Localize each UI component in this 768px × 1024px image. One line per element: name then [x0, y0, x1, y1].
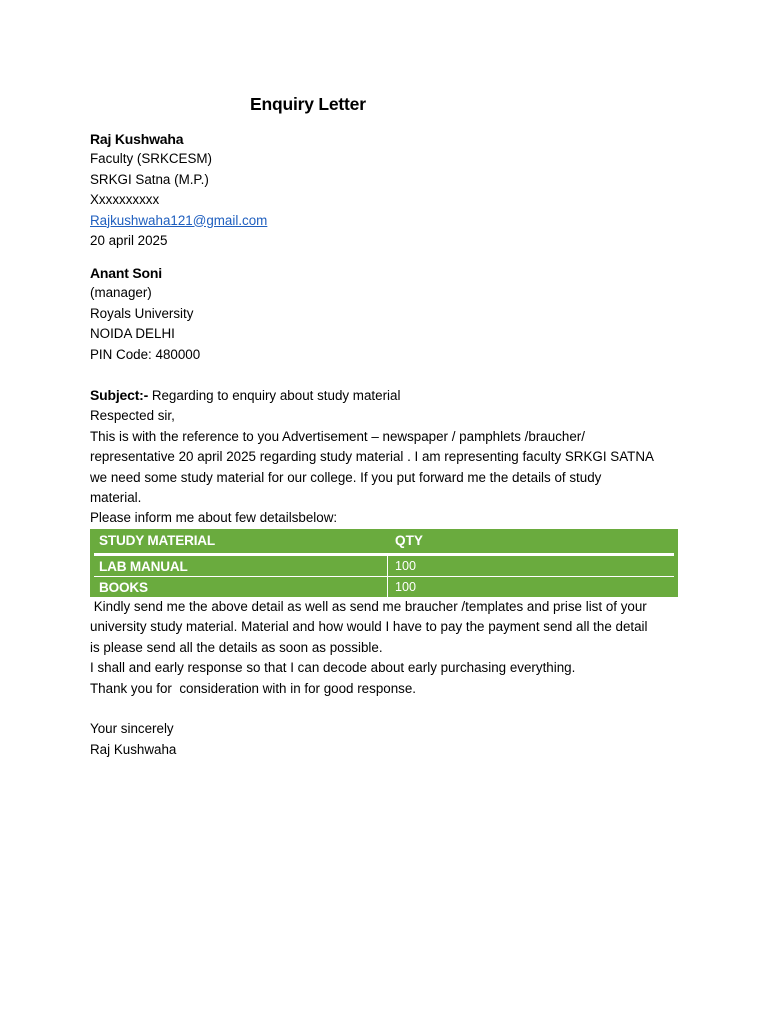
salutation: Respected sir,: [90, 408, 175, 424]
intro-line: material.: [90, 490, 142, 506]
sender-name: Raj Kushwaha: [90, 131, 184, 147]
recipient-block: [90, 263, 690, 365]
body-line: Kindly send me the above detail as well as send me braucher /templates and prise list of your: [90, 599, 647, 614]
letter-body: [90, 597, 690, 760]
body-line: I shall and early response so that I can decode about early purchasing everything.: [90, 660, 576, 676]
letter-date: 20 april 2025: [90, 233, 168, 249]
table-header-qty: QTY: [395, 533, 423, 548]
sender-designation: Faculty (SRKCESM): [90, 151, 213, 167]
table-row: [94, 577, 674, 597]
sender-block: [90, 129, 690, 251]
study-material-table: [90, 529, 678, 597]
recipient-pin: PIN Code: 480000: [90, 346, 201, 362]
letter-intro: [90, 385, 690, 529]
signature: Raj Kushwaha: [90, 741, 177, 757]
intro-line: This is with the reference to you Advertisement – newspaper / pamphlets /braucher/: [90, 428, 585, 444]
subject-text: Regarding to enquiry about study material: [148, 388, 401, 403]
table-cell-qty: 100: [395, 580, 417, 594]
subject-line: [90, 385, 690, 406]
sender-email-link[interactable]: Rajkushwaha121@gmail.com: [90, 212, 268, 228]
document-title: Enquiry Letter: [250, 94, 366, 114]
column-divider: [387, 577, 388, 597]
table-cell-qty: 100: [395, 559, 417, 573]
recipient-name: Anant Soni: [90, 265, 162, 281]
body-line: is please send all the details as soon as possible.: [90, 639, 383, 655]
subject-label: Subject:-: [90, 387, 149, 403]
body-line: university study material. Material and how would I have to pay the payment send all the detail: [90, 619, 648, 635]
body-line: Thank you for consideration with in for good response.: [90, 680, 417, 696]
recipient-designation: (manager): [90, 285, 152, 301]
inform-line: Please inform me about few detailsbelow:: [90, 510, 338, 526]
column-divider: [387, 556, 388, 576]
table-header-row: [94, 529, 674, 556]
intro-line: we need some study material for our college. If you put forward me the details of study: [90, 469, 602, 485]
sender-institution: SRKGI Satna (M.P.): [90, 171, 209, 187]
table-cell-material: BOOKS: [99, 580, 148, 595]
table-header-material: STUDY MATERIAL: [99, 533, 216, 548]
table-row: [94, 556, 674, 577]
intro-line: representative 20 april 2025 regarding study material . I am representing faculty SRKGI SATNA: [90, 449, 654, 465]
recipient-city: NOIDA DELHI: [90, 326, 175, 342]
blank-line: [90, 699, 690, 719]
table-cell-material: LAB MANUAL: [99, 559, 188, 574]
closing: Your sincerely: [90, 721, 174, 737]
sender-phone: Xxxxxxxxxx: [90, 192, 160, 208]
recipient-organization: Royals University: [90, 305, 194, 321]
